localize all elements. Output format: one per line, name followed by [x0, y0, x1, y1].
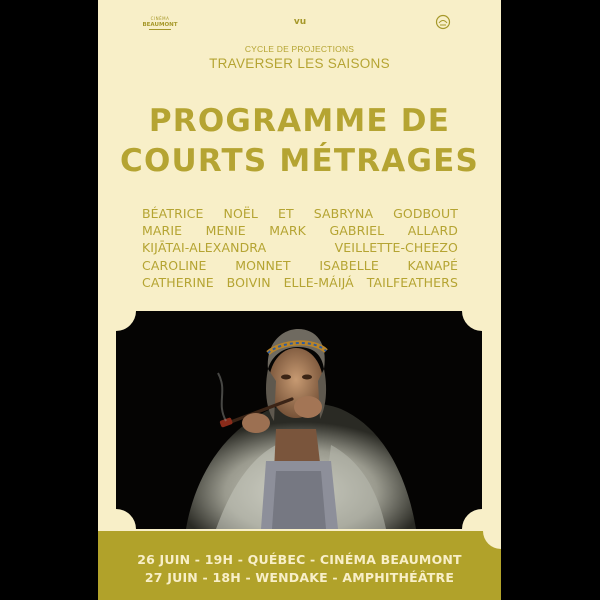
- logo-underline: [149, 29, 171, 30]
- emblem-icon: [435, 14, 451, 30]
- logo-cinema-text: CINÉMA: [150, 16, 170, 21]
- beaumont-logo: [140, 16, 180, 30]
- name-word: ET: [277, 206, 294, 221]
- name-word: BOIVIN: [226, 274, 271, 290]
- filmmaker-names-line: [142, 257, 458, 274]
- name-word: MONNET: [235, 257, 291, 273]
- name-word: CATHERINE: [142, 274, 214, 290]
- name-word: MARIE: [142, 223, 183, 239]
- name-word: VEILLETTE-CHEEZO: [334, 240, 458, 256]
- filmmaker-names: [142, 205, 458, 291]
- name-word: KANAPÉ: [407, 257, 458, 273]
- logo-beaumont-text: BEAUMONT: [142, 22, 178, 28]
- name-word: ISABELLE: [319, 257, 379, 273]
- name-word: ELLE-MÁIJÁ: [283, 274, 354, 290]
- name-word: CAROLINE: [142, 257, 207, 273]
- name-word: TAILFEATHERS: [366, 274, 458, 290]
- series-subtitle: TRAVERSER LES SAISONS: [209, 56, 390, 71]
- name-word: KIJĀTAI-ALEXANDRA: [142, 240, 267, 256]
- filmmaker-names-line: [142, 222, 458, 239]
- name-word: NOËL: [223, 206, 258, 221]
- cycle-label: CYCLE DE PROJECTIONS: [244, 44, 355, 54]
- screening-date-wendake: 27 JUIN - 18H - WENDAKE - AMPHITHÉÂTRE: [144, 570, 455, 585]
- name-word: ALLARD: [407, 223, 458, 239]
- name-word: MENIE: [205, 223, 246, 239]
- screening-date-quebec: 26 JUIN - 19H - QUÉBEC - CINÉMA BEAUMONT: [137, 552, 462, 567]
- title-line-1: PROGRAMME DE: [148, 103, 451, 139]
- name-word: GABRIEL: [329, 223, 385, 239]
- name-word: GODBOUT: [393, 206, 458, 221]
- poster: [98, 0, 501, 600]
- film-still-photo: [116, 311, 482, 529]
- name-word: BÉATRICE: [142, 206, 204, 221]
- filmmaker-names-line: [142, 239, 458, 256]
- name-word: SABRYNA: [313, 206, 374, 221]
- vu-logo: vu: [293, 17, 307, 27]
- name-word: MARK: [269, 223, 306, 239]
- filmmaker-names-line: [142, 205, 458, 222]
- title-line-2: COURTS MÉTRAGES: [120, 143, 479, 179]
- filmmaker-names-line: [142, 274, 458, 291]
